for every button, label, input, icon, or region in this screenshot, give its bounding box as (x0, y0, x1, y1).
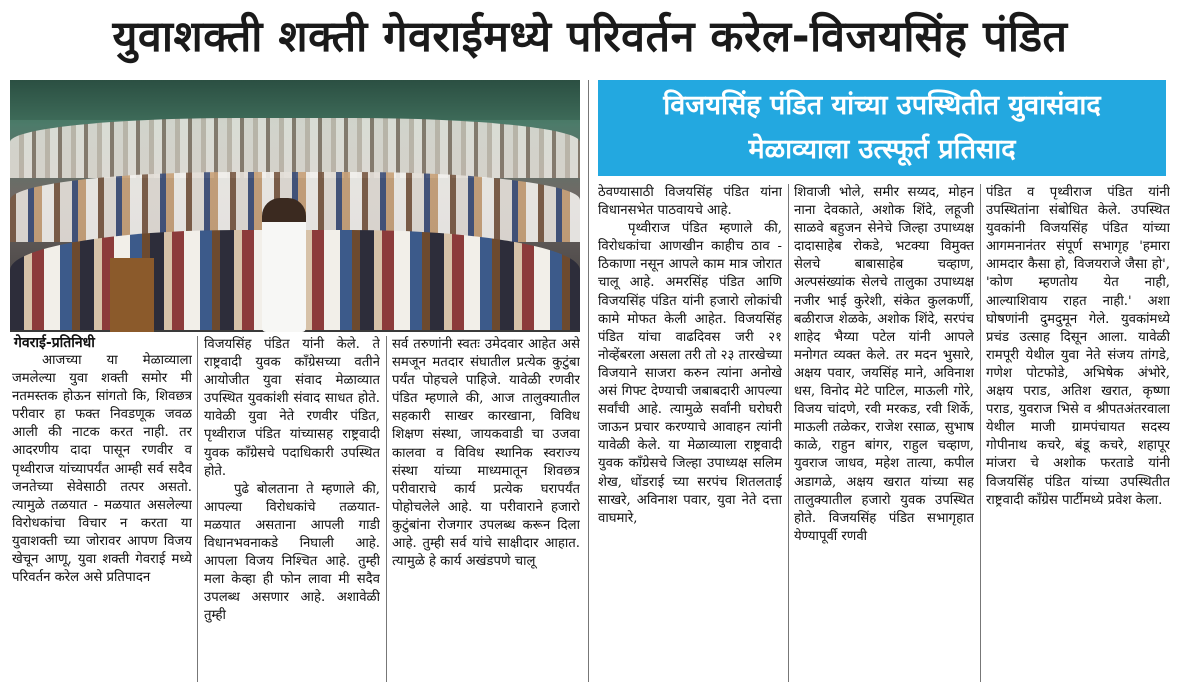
dateline: गेवराई-प्रतिनिधी (14, 335, 95, 351)
speaker-figure (262, 198, 306, 332)
paragraph: विजयसिंह पंडित यांनी केले. ते राष्ट्रवादी युवक काँग्रेसच्या वतीने आयोजीत युवा संवाद मेळाव्यात उपस्थित युवकांशी संवाद साधत होते. यावेळी युवा नेते रणवीर पंडित, पृथ्वीराज पंडित यांच्यासह राष्ट्रवादी युवक कॉंग्रेसचे पदाधिकारी उपस्थित होते. (204, 337, 380, 479)
paragraph: पंडित व पृथ्वीराज पंडित यांनी उपस्थितांना संबोधित केले. उपस्थित युवकांनी विजयसिंह पंडित यांच्या आगमनानंतर संपूर्ण सभागृह 'हमारा आमदार कैसा हो, विजयराजे जैसा हो', 'कोण म्हणतोय येत नाही, आल्याशिवाय राहत नाही.' अशा घोषणांनी दुमदुमून गेले. युवकांमध्ये प्रचंड उत्साह दिसून आला. यावेळी रामपूरी येथील युवा नेते संजय तांगडे, गणेश पोटफोडे, अभिषेक अंभोरे, अक्षय पराड, अतिश खरात, कृष्णा पराड, युवराज भिसे व श्रीपतअंतरवाला येथील माजी ग्रामपंचायत सदस्य गोपीनाथ कचरे, बंडू कचरे, शहापूर मांजरा चे अशोक फरताडे यांनी विजयसिंह पंडित यांच्या उपस्थितीत राष्ट्रवादी कॉंग्रेस पार्टीमध्ये प्रवेश केला. (986, 185, 1170, 508)
crowd-back (10, 118, 580, 178)
article-column-2 (204, 336, 380, 682)
column-divider (788, 184, 789, 682)
article-column-3 (392, 336, 580, 682)
article-column-6 (986, 184, 1170, 682)
column-divider (980, 184, 981, 682)
headline: युवाशक्ती शक्ती गेवराईमध्ये परिवर्तन करेल-विजयसिंह पंडित (112, 12, 1068, 62)
podium (110, 258, 154, 332)
paragraph: ठेवण्यासाठी विजयसिंह पंडित यांना विधानसभेत पाठवायचे आहे. (598, 185, 782, 219)
article-column-1 (12, 352, 192, 682)
paragraph: पृथ्वीराज पंडित म्हणाले की, विरोधकांचा आणखीन काहीच ठाव - ठिकाणा नसून आपले काम मात्र जोरात चालू आहे. अमरसिंह पंडित आणि विजयसिंह पंडित यांनी हजारो लोकांची कामे मोफत केली आहेत. विजयसिंह पंडित यांचा वाढदिवस जरी २१ नोव्हेंबरला असला तरी तो २३ तारखेच्या विजयाने साजरा करुन त्यांना अनोखे असं गिफ्ट देण्याची जबाबदारी आपल्या सर्वांची आहे. त्यामुळे सर्वांनी घरोघरी जाऊन प्रचार करण्याचे आवाहन त्यांनी यावेळी केले. या मेळाव्याला राष्ट्रवादी युवक कॉंग्रेसचे जिल्हा उपाध्यक्ष सलिम शेख, धोंडराई च्या सरपंच शितलताई साखरे, अविनाश पवार, युवा नेते दत्ता वाघमारे, (598, 221, 782, 526)
article-column-4 (598, 184, 782, 682)
subheadline-banner (598, 80, 1166, 176)
article-column-5 (794, 184, 974, 682)
paragraph: पुढे बोलताना ते म्हणाले की, आपल्या विरोधकांचे तळयात- मळयात असताना आपली गाडी विधानभवनाकडे निघाली आहे. आपला विजय निश्चित आहे. तुम्ही मला केव्हा ही फोन लावा मी सदैव उपलब्ध असणार आहे. अशावेळी तुम्ही (204, 481, 380, 624)
column-divider (588, 80, 589, 682)
subheadline-line-2: मेळाव्याला उत्स्फूर्त प्रतिसाद (748, 134, 1016, 165)
column-divider (197, 336, 198, 682)
column-divider (386, 336, 387, 682)
paragraph: आजच्या या मेळाव्याला जमलेल्या युवा शक्ती समोर मी नतमस्तक होऊन सांगतो कि, शिवछत्र परीवार हा फक्त निवडणूक जवळ आली की नाटक करत नाही. तर आदरणीय दादा पासून रणवीर व पृथ्वीराज यांच्यापर्यंत आम्ही सर्व सदैव जनतेच्या सेवेसाठी तत्पर असतो. त्यामुळे तळयात - मळयात असलेल्या विरोधकांचा विचार न करता या युवाशक्ती च्या जोरावर आपण विजय खेचून आणू, युवा शक्ती गेवराई मध्ये परिवर्तन करेल असे प्रतिपादन (12, 353, 192, 586)
paragraph: सर्व तरुणांनी स्वतः उमेदवार आहेत असे समजून मतदार संघातील प्रत्येक कुटुंबा पर्यंत पोहचले पाहिजे. यावेळी रणवीर पंडित म्हणाले की, आज तालुक्यातील सहकारी साखर कारखाना, विविध शिक्षण संस्था, जायकवाडी चा उजवा कालवा व विविध स्थानिक स्वराज्य संस्था यांच्या माध्यमातून शिवछत्र परीवाराचे कार्य प्रत्येक घरापर्यंत पोहोचलेले आहे. या परीवाराने हजारो कुटुंबांना रोजगार उपलब्ध करून दिला आहे. तुम्ही सर्व यांचे साक्षीदार आहात. त्यामुळे हे कार्य अखंडपणे चालू (392, 337, 580, 570)
hall-roof (10, 80, 580, 120)
event-photo (10, 80, 580, 332)
paragraph: शिवाजी भोले, समीर सय्यद, मोहन नाना देवकाते, अशोक शिंदे, लहूजी साळवे बहुजन सेनेचे जिल्हा उपाध्यक्ष दादासाहेब रोकडे, भटक्या विमुक्त सेलचे बाबासाहेब चव्हाण, अल्पसंख्यांक सेलचे तालुका उपाध्यक्ष नजीर भाई कुरेशी, संकेत कुलकर्णी, बळीराज शेळके, अशोक शिंदे, सरपंच शाहेद भैय्या पटेल यांनी आपले मनोगत व्यक्त केले. तर मदन भुसारे, अक्षय पवार, जयसिंह माने, अविनाश धस, विनोद मेटे पाटिल, माऊली गोरे, विजय चांदणे, रवी मरकड, रवी शिर्के, माऊली तळेकर, राजेश रसाळ, सुभाष काळे, राहुन बांगर, राहुल चव्हाण, युवराज जाधव, महेश तात्या, कपील अडागळे, अक्षय खरात यांच्या सह तालुक्यातील हजारो युवक उपस्थित होते. विजयसिंह पंडित सभागृहात येण्यापूर्वी रणवी (794, 185, 974, 544)
subheadline-line-1: विजयसिंह पंडित यांच्या उपस्थितीत युवासंवाद (663, 90, 1101, 121)
